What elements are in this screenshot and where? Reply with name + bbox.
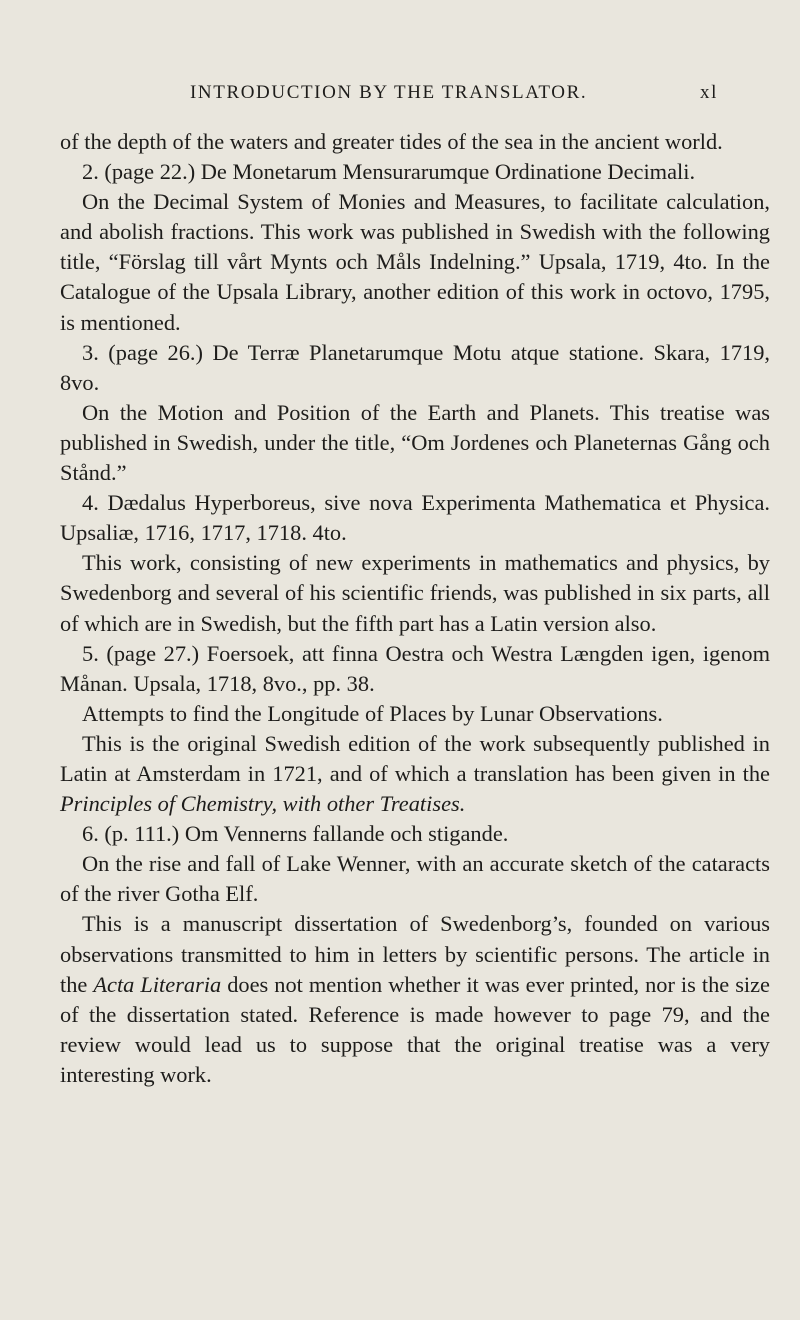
text-segment: of the depth of the waters and greater tides of the sea in the ancient world. [60, 129, 723, 154]
bibliography-entry [60, 488, 770, 548]
italic-title: Principles of Chemistry, with other Treatises. [60, 791, 466, 817]
italic-title: Acta Literaria [93, 971, 222, 997]
paragraph-continuation [60, 127, 770, 157]
text-segment: On the Decimal System of Monies and Measures, to facilitate calculation, and abolish fractions. This work was published in Swedish with the following title, “Förslag till vårt Mynts och Måls Indelning.” Upsala, 1719, 4to. In the Catalogue of the Upsala Library, another edition of this work in octovo, 1795, is mentioned. [60, 189, 770, 335]
text-segment: On the rise and fall of Lake Wenner, with an accurate sketch of the cataracts of the river Gotha Elf. [60, 851, 770, 907]
entry-description [60, 187, 770, 337]
page-header [0, 82, 800, 112]
text-segment: This work, consisting of new experiments in mathematics and physics, by Swedenborg and several of his scientific friends, was published in six parts, all of which are in Swedish, but the fifth part has a Latin version also. [60, 550, 770, 636]
text-segment: 2. (page 22.) De Monetarum Mensurarumque Ordinatione Decimali. [82, 159, 696, 185]
entry-description [60, 849, 770, 909]
text-segment: 6. (p. 111.) Om Vennerns fallande och stigande. [82, 821, 509, 847]
entry-description [60, 909, 770, 1090]
body-text [60, 127, 770, 1090]
entry-description [60, 699, 770, 729]
text-segment: 5. (page 27.) Foersoek, att finna Oestra och Westra Længden igen, igenom Månan. Upsala, 1718, 8vo., pp. 38. [60, 640, 770, 696]
running-title: INTRODUCTION BY THE TRANSLATOR. [190, 82, 588, 103]
text-segment: On the Motion and Position of the Earth and Planets. This treatise was published in Swedish, under the title, “Om Jordenes och Planeternas Gång och Stånd.” [60, 399, 770, 486]
bibliography-entry [60, 819, 770, 849]
entry-description [60, 548, 770, 638]
entry-description [60, 729, 770, 819]
text-segment: 3. (page 26.) De Terræ Planetarumque Motu atque statione. Skara, 1719, 8vo. [60, 339, 770, 395]
text-segment: does not mention whether it was ever printed, nor is the size of the dissertation stated. Reference is made however to page 79, and the review would lead us to suppose that the original treatise was a very interesting work. [60, 971, 770, 1087]
text-segment: 4. Dædalus Hyperboreus, sive nova Experimenta Mathematica et Physica. Upsaliæ, 1716, 1717, 1718. 4to. [60, 490, 770, 546]
text-segment: This is a manuscript dissertation of Swedenborg’s, founded on various observations transmitted to him in letters by scientific persons. The article in the [60, 911, 770, 997]
bibliography-entry [60, 338, 770, 398]
bibliography-entry [60, 639, 770, 699]
text-segment: Attempts to find the Longitude of Places by Lunar Observations. [82, 700, 663, 726]
text-segment: This is the original Swedish edition of the work subsequently published in Latin at Amsterdam in 1721, and of which a translation has been given in the [60, 730, 770, 786]
bibliography-entry [60, 157, 770, 187]
page-number: xl [700, 82, 718, 103]
entry-description [60, 398, 770, 488]
